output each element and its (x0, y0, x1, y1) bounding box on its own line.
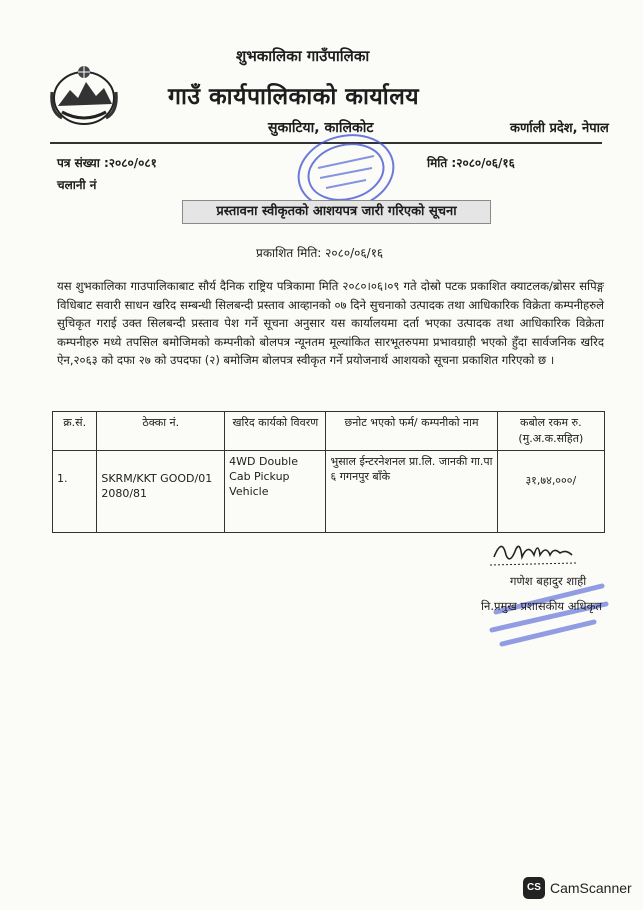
reference-number: पत्र संख्या :२०८०/०८१ (57, 156, 157, 170)
col-header-serial: क्र.सं. (53, 412, 97, 451)
camscanner-watermark (523, 877, 632, 899)
cell-description: 4WD Double Cab Pickup Vehicle (225, 451, 326, 533)
cell-contract: SKRM/KKT GOOD/01 2080/81 (97, 451, 225, 533)
notice-subject: प्रस्तावना स्वीकृतको आशयपत्र जारी गरिएको सूचना (182, 200, 491, 224)
cell-serial: 1. (53, 451, 97, 533)
camscanner-logo-icon: CS (523, 877, 545, 899)
municipality-name: शुभकालिका गाउँपालिका (236, 47, 370, 65)
nepal-emblem-icon (48, 62, 120, 128)
published-date: प्रकाशित मिति: २०८०/०६/१६ (256, 246, 384, 260)
camscanner-label: CamScanner (550, 880, 632, 896)
office-title: गाउँ कार्यपालिकाको कार्यालय (168, 84, 420, 110)
table-header-row (53, 412, 605, 451)
signature-icon (488, 535, 580, 569)
cell-company: भुसाल ईन्टरनेशनल प्रा.लि. जानकी गा.पा ६ गगनपुर बाँके (326, 451, 497, 533)
dispatch-number: चलानी नं (57, 178, 97, 192)
col-header-amount: कबोल रकम रु.(मु.अ.क.सहित) (497, 412, 604, 451)
cell-amount: ३१,७४,०००/ (497, 451, 604, 533)
signatory-designation: नि.प्रमुख प्रशासकीय अधिकृत (481, 599, 602, 613)
award-table (52, 411, 605, 533)
notice-body: यस शुभकालिका गाउपालिकाबाट सौर्य दैनिक राष्ट्रिय पत्रिकामा मिति २०८०।०६।०९ गते दोस्रो पटक प्रकाशित क्याटलक/ब्रोसर सपिङ्ग विधिबाट सवारी साधन खरिद सम्बन्धी सिलबन्दी प्रस्ताव आव्हानको ०७ दिने सुचनाको उत्पादक तथा आधिकारिक विक्रेता कम्पनीहरुले सुचिकृत गराई उक्त सिलबन्दी प्रस्ताव पेश गर्ने सूचना अनुसार यस कार्यालयमा दर्ता भएका उत्पादक तथा आधिकारिक विक्रेता कम्पनीहरु मध्ये तपसिल बमोजिमको कम्पनीको बोलपत्र न्यूनतम मूल्यांकित सारभूतरुपमा प्रभावग्राही भएको हुँदा सार्वजनिक खरिद ऐन,२०६३ को दफा २७ को उपदफा (२) बमोजिम बोलपत्र स्वीकृत गर्ने प्रयोजनार्थ आशयको सूचना प्रकाशित गरिएको छ । (57, 279, 604, 368)
office-location: सुकाटिया, कालिकोट (268, 120, 374, 136)
col-header-description: खरिद कार्यको विवरण (225, 412, 326, 451)
col-header-company: छनोट भएको फर्म/ कम्पनीको नाम (326, 412, 497, 451)
table-row (53, 451, 605, 533)
signatory-name: गणेश बहादुर शाही (510, 574, 587, 588)
province-label: कर्णाली प्रदेश, नेपाल (510, 121, 609, 136)
letter-date: मिति :२०८०/०६/१६ (427, 156, 515, 170)
col-header-contract: ठेक्का नं. (97, 412, 225, 451)
